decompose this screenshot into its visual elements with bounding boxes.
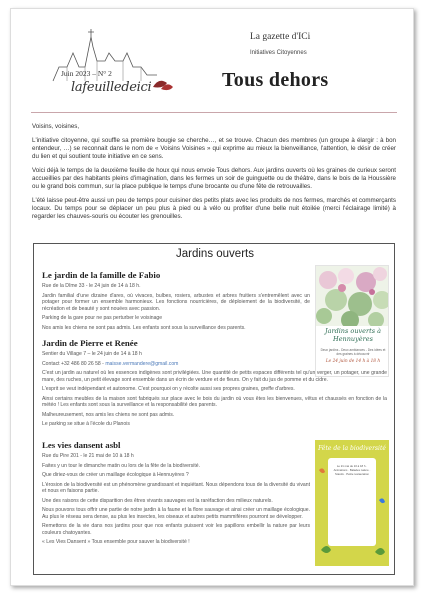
greeting: Voisins, voisines, [32, 123, 80, 130]
garden-description: Jardin familial d'une dizaine d'ares, où vivaces, bulbes, rosiers, arbustes et arbres fruitiers s'entremêlent avec un potager pour former un ensemble harmonieux. Les fonctions nourricières, de déploiement de la biodiversité, de récréation et de beauté y sont nouées avec passion. [42, 292, 310, 312]
garden-question: Que diriez-vous de créer un maillage écologique à Hennuyères ? [42, 472, 189, 478]
issue-number: Juin 2023 – N° 2 [61, 69, 112, 78]
garden-contact [42, 361, 387, 368]
garden-pets: Malheureusement, nos amis les chiens ne sont pas admis. [42, 411, 175, 418]
garden-invite: Remettons de la vie dans nos jardins pour que nos enfants puissent voir les papillons embellir la nature par leurs couleurs chatoyantes. [42, 523, 310, 536]
garden-address: Sentier du Village 7 – le 24 juin de 14 à 18 h [42, 351, 142, 357]
garden-fabio [42, 270, 310, 334]
gazette-name: La gazette d'ICi [250, 32, 311, 42]
garden-pierre-renee [42, 338, 387, 431]
poster-date: Le 24 juin de 14 h à 18 h [325, 359, 381, 364]
garden-objects: Ainsi certains meubles de la maison sont fabriqués sur place avec le bois du jardin où vous êtes les bienvenues, vêtus et chaussés en fonction de la météo ! Les enfants sont sous la surveillance et la responsabilité des parents. [42, 395, 387, 408]
poster-subtitle: Deux jardins - Deux ambiances - Des idées et des graines à découvrir [320, 348, 386, 356]
masthead [11, 9, 414, 107]
garden-erosion: L'érosion de la biodiversité est un phénomène grandissant et inquiétant. Nous dépendons tous de la diversité du vivant et nous en faisons partie. [42, 481, 310, 494]
garden-pets: Nos amis les chiens ne sont pas admis. Les enfants sont sous la surveillance des parents. [42, 324, 246, 331]
gardens-box [33, 243, 395, 575]
newsletter-page [10, 8, 414, 586]
intro-paragraph-1: L'initiative citoyenne, qui souffle sa première bougie se cherche…, et se trouve. Chacun des membres (un groupe à élargir : à bon entendeur, …) se reconnait dans le nom de « Voisins Voisines » qui exprime au mieux la bienveillance, l'attention, le désir de créer du lien et qui soutient toute initiative en ce sens. [32, 137, 396, 160]
garden-event: Faites y un tour le dimanche matin ou lors de la fête de la biodiversité. [42, 462, 200, 469]
garden-vies-dansent [42, 440, 310, 549]
intro-paragraph-2: Voici déjà le temps de la deuxième feuille de houx qui nous envoie Tous dehors. Aux jardins ouverts où les graines de curieux seront accueillies par des habitants pleins d'imagination, dans les fermes un soir de guinguette ou de théâtre, dans le bois de la Houssière ou le grand bois commun, sur la place publique le temps d'une brocante ou d'une fête de retrouvailles. [32, 167, 396, 190]
garden-offer: Nous pouvons tous offrir une partie de notre jardin à la faune et la flore sauvage et ainsi créer un maillage écologique. Au plus le réseau sera dense, au plus les insectes, les oiseaux et autres petits mammifères pourront se développer. [42, 507, 310, 520]
garden-title: Le jardin de la famille de Fabio [42, 270, 161, 280]
garden-parking: Le parking se situe à l'école du Planois [42, 421, 130, 427]
garden-parking: Parking de la gare pour ne pas perturber le voisinage [42, 315, 163, 321]
newsletter-script-title: lafeuilledeici [71, 80, 152, 95]
garden-title: Jardin de Pierre et Renée [42, 338, 138, 348]
garden-address: Rue de la Dîme 33 - le 24 juin de 14 à 18 h. [42, 283, 141, 289]
intro-text [32, 123, 396, 227]
initiatives-label: Initiatives Citoyennes [250, 50, 307, 56]
garden-description: C'est un jardin au naturel où les essences indigènes sont privilégiées. Une quantité de petits espaces différents tel qu'un verger, un potager, une grande mare, des ruches, un petit élevage sont ensemble dans un écrin de verdure et de fleurs. On y fait du jus de pomme et du cidre. [42, 370, 387, 383]
poster-card-text: Le 21 mai de 10 à 18 h · Animations · Balades nature · Stands · Petite restauration [333, 464, 371, 476]
contact-label: Contact +32 486 80 26 58 - [42, 360, 104, 367]
garden-spirit: L'esprit se veut indépendant et autonome. C'est pourquoi on y récolte aussi ses propres graines, greffe d'arbres. [42, 386, 295, 392]
email-link[interactable]: maisse.vermandere@gmail.com [105, 360, 179, 367]
butterfly-icon [315, 440, 389, 566]
intro-paragraph-3: L'été laisse peut-être aussi un peu de temps pour cuisiner des petits plats avec les produits de nos fermes, marchés et commerçants locaux. Du temps pour se déplacer un peu plus à pied ou à vélo ou profiter d'une belle nuit étoilée (merci l'éclairage limité) à regarder les chauves-souris ou écouter les grenouilles. [32, 197, 396, 220]
poster-title: Jardins ouverts à Hennuyères [324, 327, 382, 343]
garden-loss: Une des raisons de cette disparition des êtres vivants sauvages est la raréfaction des milieux naturels. [42, 497, 273, 504]
flowers-illustration [316, 266, 389, 326]
garden-slogan: « Les Vies Dansent » Tous ensemble pour sauver la biodiversité ! [42, 539, 190, 545]
page-title: Tous dehors [222, 69, 329, 91]
garden-address: Rue du Pire 201 - le 21 mai de 10 à 18 h [42, 453, 134, 459]
header-divider [31, 112, 397, 113]
poster-fete-biodiversite [315, 440, 389, 566]
poster-title: Fête de la biodiversité [318, 445, 386, 452]
garden-title: Les vies dansent asbl [42, 440, 121, 450]
gardens-box-title: Jardins ouverts [176, 248, 254, 260]
